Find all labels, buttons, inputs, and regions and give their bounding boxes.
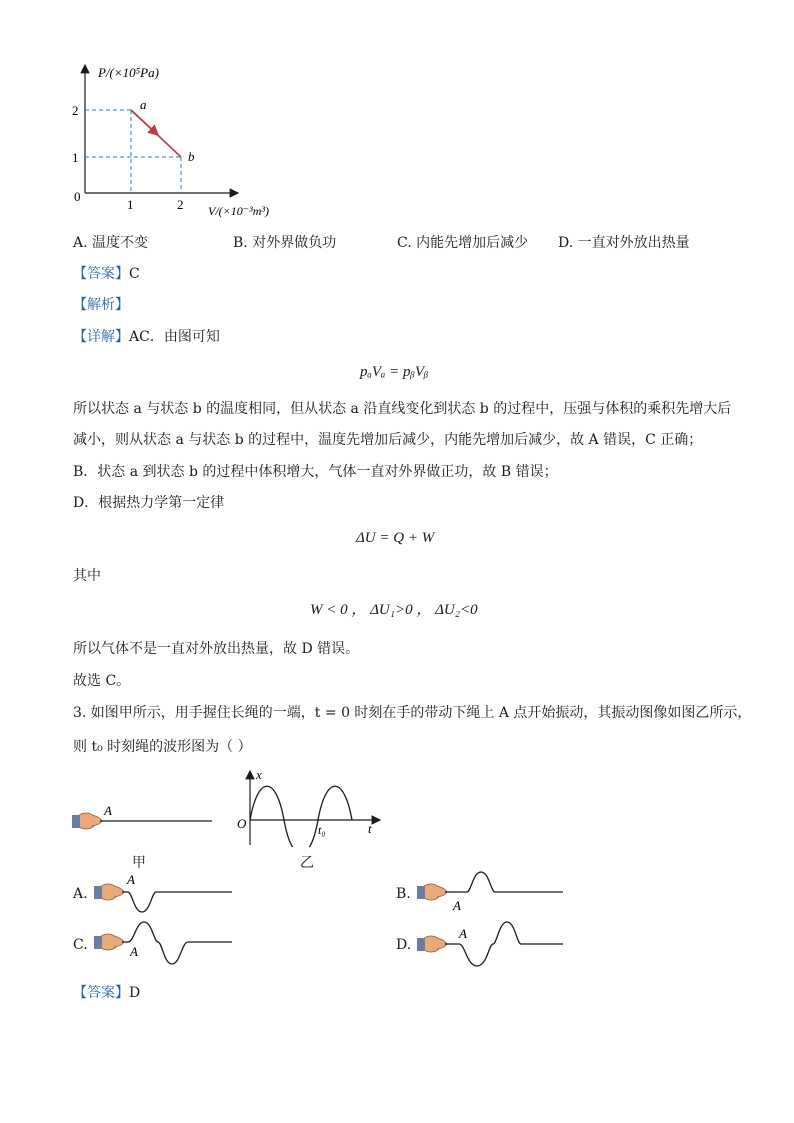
x-tick-1: 1 [127, 197, 134, 212]
hand-icon [94, 884, 124, 900]
vibration-curve [250, 786, 352, 847]
equation-conditions: W < 0 ， ΔU₁>0 ， ΔU₂<0 [310, 602, 478, 618]
answer-label: 【答案】 [73, 266, 129, 282]
q3-option-d-figure[interactable] [415, 918, 570, 974]
detail-text: AC．由图可知 [129, 329, 220, 345]
q3-stem-line1: 3. 如图甲所示，用手握住长绳的一端，t = 0 时刻在手的带动下绳上 A 点开始振动，其振动图像如图乙所示， [73, 705, 752, 721]
conclusion-line: 所以气体不是一直对外放出热量，故 D 错误。 [73, 641, 360, 657]
hand-icon [417, 884, 447, 900]
q3-option-d-label[interactable]: D. [396, 937, 412, 953]
point-a-label: A [459, 926, 467, 941]
among-text: 其中 [73, 568, 101, 584]
q3-option-c-figure[interactable] [92, 920, 237, 972]
hand-icon [417, 936, 447, 952]
q3-option-a-label[interactable]: A. [73, 886, 88, 902]
hand-icon [72, 813, 102, 829]
x-tick-2: 2 [177, 197, 184, 212]
q3-answer: D [129, 985, 141, 1001]
answer-label: 【答案】 [73, 985, 129, 1001]
conclusion-choice: 故选 C。 [73, 673, 131, 689]
point-a-label: A [130, 944, 138, 959]
point-b-label: b [188, 149, 195, 164]
analysis-label: 【解析】 [73, 297, 129, 313]
q3-option-b-figure[interactable] [415, 866, 570, 916]
figure-yi-graph [232, 765, 387, 847]
point-a-label: A [127, 872, 135, 887]
x-axis-label: V/(×10⁻³m³) [208, 204, 269, 218]
q2-option-d[interactable]: D. 一直对外放出热量 [558, 235, 690, 251]
origin-label: 0 [74, 189, 81, 204]
wave-shape [122, 892, 232, 912]
y-tick-2: 2 [72, 103, 79, 118]
point-a-label: a [140, 97, 147, 112]
y-tick-1: 1 [72, 150, 79, 165]
q3-option-c-label[interactable]: C. [73, 937, 88, 953]
detail-label: 【详解】 [73, 329, 129, 345]
t0-label: t₀ [318, 823, 326, 837]
x-axis-label: x [256, 767, 262, 782]
paragraph-line: 减小，则从状态 a 与状态 b 的过程中，温度先增加后减少，内能先增加后减少，故 A 错误，C 正确； [73, 432, 703, 448]
q2-answer-line [73, 264, 140, 284]
q2-option-b[interactable]: B. 对外界做负功 [233, 235, 337, 251]
wave-shape [122, 922, 232, 964]
detail-line [73, 327, 220, 347]
paragraph-line: 所以状态 a 与状态 b 的温度相同，但从状态 a 沿直线变化到状态 b 的过程中，压强与体积的乘积先增大后 [73, 401, 732, 417]
figure-jia-caption: 甲 [132, 855, 146, 871]
y-axis-label: P/(×10⁵Pa) [98, 65, 159, 80]
q3-option-b-label[interactable]: B. [396, 886, 411, 902]
pv-diagram [60, 55, 300, 225]
q3-answer-line [73, 983, 140, 1003]
option-d-explanation: D．根据热力学第一定律 [73, 495, 225, 511]
process-arrow [131, 110, 158, 135]
q2-answer: C [129, 266, 140, 282]
wave-shape [445, 872, 563, 892]
equation-first-law: ΔU = Q + W [356, 530, 435, 546]
point-a-label: A [104, 803, 112, 818]
q3-stem-line2: 则 t₀ 时刻绳的波形图为（ ） [73, 739, 252, 755]
figure-jia [70, 795, 220, 845]
hand-icon [94, 934, 124, 950]
q2-option-c[interactable]: C. 内能先增加后减少 [397, 235, 529, 251]
t-axis-label: t [368, 821, 372, 836]
q3-option-a-figure[interactable] [92, 868, 237, 918]
option-b-explanation: B．状态 a 到状态 b 的过程中体积增大，气体一直对外界做正功，故 B 错误； [73, 464, 558, 480]
figure-yi-caption: 乙 [300, 855, 314, 871]
origin-label: O [237, 816, 247, 831]
point-a-label: A [453, 898, 461, 913]
q2-option-a[interactable]: A. 温度不变 [73, 235, 149, 251]
equation-pv: pₐVₐ = pᵦVᵦ [360, 364, 429, 380]
